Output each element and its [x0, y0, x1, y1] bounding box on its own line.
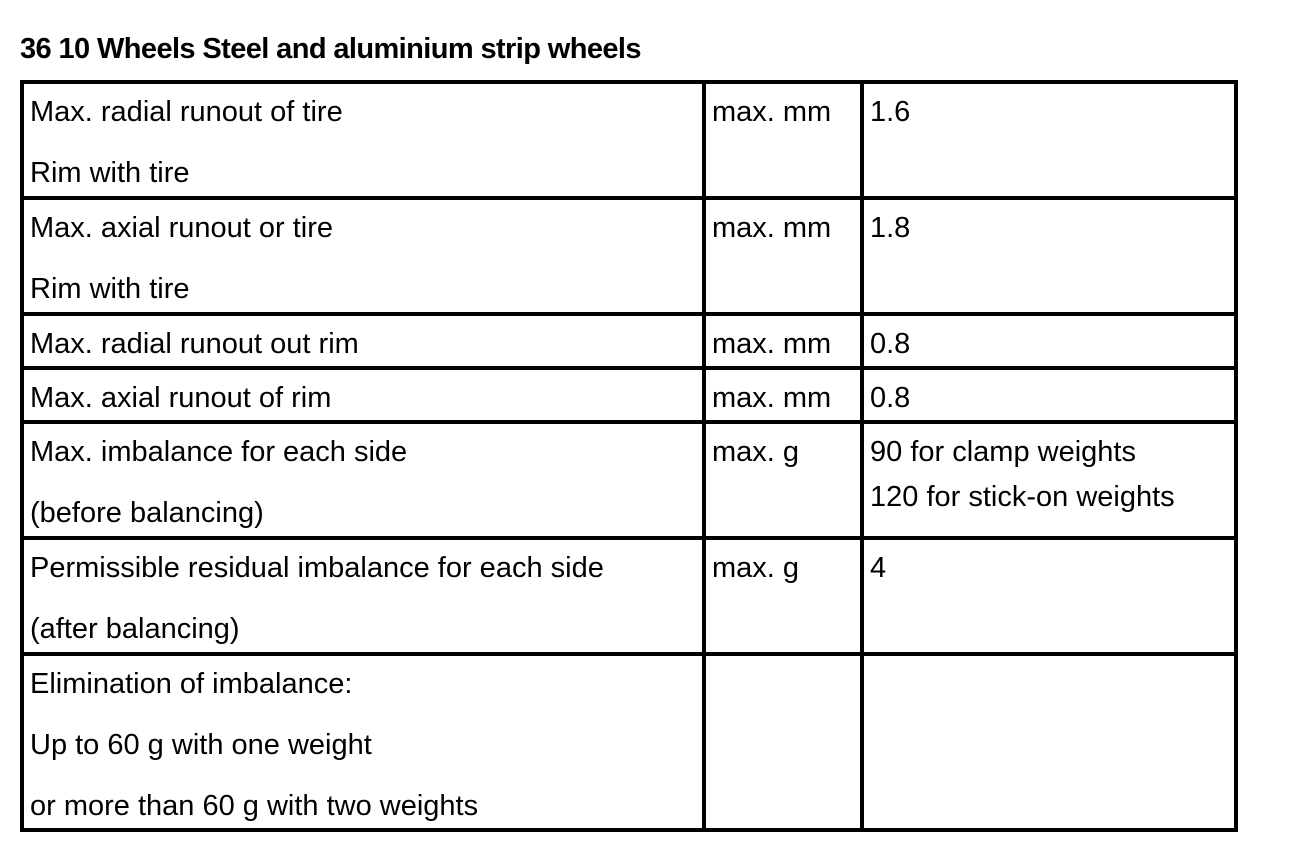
- unit-cell: [704, 314, 862, 368]
- unit-cell: [704, 654, 862, 830]
- description-line: Rim with tire: [30, 157, 190, 189]
- value-cell: [862, 654, 1236, 830]
- value-text: 120 for stick-on weights: [870, 481, 1175, 513]
- value-cell: [862, 314, 1236, 368]
- value-text: 1.8: [870, 212, 911, 244]
- unit-text: max. g: [712, 552, 800, 584]
- table-row: [22, 198, 1236, 314]
- table-row: [22, 538, 1236, 654]
- unit-text: max. mm: [712, 212, 832, 244]
- description-line: Up to 60 g with one weight: [30, 729, 372, 761]
- value-cell: [862, 198, 1236, 314]
- description-cell: [22, 198, 704, 314]
- table-row: [22, 368, 1236, 422]
- description-line: Max. radial runout of tire: [30, 96, 343, 128]
- description-cell: [22, 82, 704, 198]
- unit-cell: [704, 198, 862, 314]
- description-line: (before balancing): [30, 497, 264, 529]
- table-row: [22, 82, 1236, 198]
- value-text: 0.8: [870, 328, 911, 360]
- value-text: [864, 670, 1234, 699]
- unit-text: max. mm: [712, 328, 832, 360]
- description-cell: [22, 368, 704, 422]
- table-row: [22, 422, 1236, 538]
- unit-text: max. mm: [712, 382, 832, 414]
- description-line: Max. radial runout out rim: [30, 328, 359, 360]
- description-line: (after balancing): [30, 613, 240, 645]
- description-cell: [22, 422, 704, 538]
- value-text: 1.6: [870, 96, 911, 128]
- unit-text: [706, 670, 860, 699]
- description-line: or more than 60 g with two weights: [30, 790, 479, 822]
- description-cell: [22, 654, 704, 830]
- wheel-spec-table: [20, 80, 1238, 832]
- description-line: Max. axial runout of rim: [30, 382, 332, 414]
- value-cell: [862, 82, 1236, 198]
- value-text: 4: [870, 552, 887, 584]
- description-line: Max. axial runout or tire: [30, 212, 334, 244]
- description-line: Max. imbalance for each side: [30, 436, 408, 468]
- unit-text: max. mm: [712, 96, 832, 128]
- description-cell: [22, 538, 704, 654]
- description-line: Permissible residual imbalance for each side: [30, 552, 604, 584]
- description-line: Rim with tire: [30, 273, 190, 305]
- unit-cell: [704, 368, 862, 422]
- value-cell: [862, 368, 1236, 422]
- description-cell: [22, 314, 704, 368]
- value-text: 90 for clamp weights: [870, 436, 1136, 468]
- value-text: 0.8: [870, 382, 911, 414]
- unit-text: max. g: [712, 436, 800, 468]
- unit-cell: [704, 538, 862, 654]
- value-cell: [862, 422, 1236, 538]
- unit-cell: [704, 82, 862, 198]
- value-cell: [862, 538, 1236, 654]
- document-title: 36 10 Wheels Steel and aluminium strip wheels: [20, 33, 641, 65]
- table-row: [22, 654, 1236, 830]
- description-line: Elimination of imbalance:: [30, 668, 353, 700]
- unit-cell: [704, 422, 862, 538]
- table-row: [22, 314, 1236, 368]
